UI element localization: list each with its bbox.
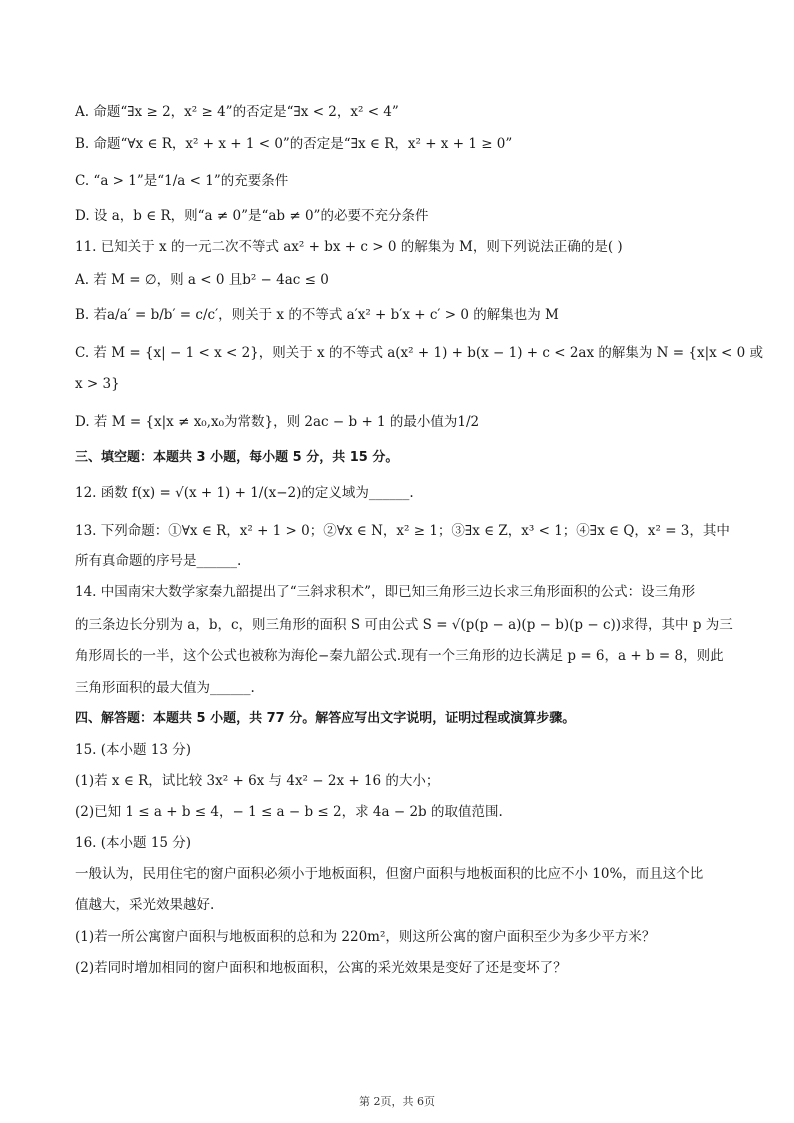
question-16-header: 16. (本小题 15 分) [75,835,192,851]
question-13-cont: 所有真命题的序号是______. [75,553,242,569]
option-10c: C. “a > 1”是“1/a < 1”的充要条件 [75,173,289,189]
option-11b: B. 若a/a′ = b/b′ = c/c′，则关于 x 的不等式 a′x² + b′x + c′ > 0 的解集也为 M [75,307,559,323]
question-15-part2: (2)已知 1 ≤ a + b ≤ 4，− 1 ≤ a − b ≤ 2，求 4a − 2b 的取值范围. [75,804,503,820]
question-14-line3: 角形周长的一半，这个公式也被称为海伦−秦九韶公式.现有一个三角形的边长满足 p = 6，a + b = 8，则此 [75,648,724,664]
question-16-text-cont: 值越大，采光效果越好. [75,897,215,913]
question-15-part1: (1)若 x ∈ R，试比较 3x² + 6x 与 4x² − 2x + 16 的大小； [75,773,440,789]
option-11a: A. 若 M = ∅，则 a < 0 且b² − 4ac ≤ 0 [75,272,329,288]
question-12: 12. 函数 f(x) = √(x + 1) + 1/(x−2)的定义域为______. [75,485,414,501]
question-14: 14. 中国南宋大数学家秦九韶提出了“三斜求积术”，即已知三角形三边长求三角形面积的公式：设三角形 [75,584,696,600]
page-number-footer: 第 2页，共 6页 [359,1095,435,1108]
option-10d: D. 设 a，b ∈ R，则“a ≠ 0”是“ab ≠ 0”的必要不充分条件 [75,208,429,224]
question-16-text: 一般认为，民用住宅的窗户面积必须小于地板面积，但窗户面积与地板面积的比应不小 10%，而且这个比 [75,866,704,882]
question-16-part1: (1)若一所公寓窗户面积与地板面积的总和为 220m²，则这所公寓的窗户面积至少为多少平方米？ [75,929,656,945]
question-11: 11. 已知关于 x 的一元二次不等式 ax² + bx + c > 0 的解集为 M，则下列说法正确的是( ) [75,239,623,255]
section-fill-in-heading: 三、填空题：本题共 3 小题，每小题 5 分，共 15 分。 [75,450,399,465]
question-16-part2: (2)若同时增加相同的窗户面积和地板面积，公寓的采光效果是变好了还是变坏了？ [75,960,567,976]
option-11d: D. 若 M = {x|x ≠ x₀,x₀为常数}，则 2ac − b + 1 的最小值为1/2 [75,414,480,430]
option-11c: C. 若 M = {x| − 1 < x < 2}，则关于 x 的不等式 a(x² + 1) + b(x − 1) + c < 2ax 的解集为 N = {x|x < 0 或 [75,345,764,361]
option-11c-cont: x > 3} [75,376,120,392]
section-solve-heading: 四、解答题：本题共 5 小题，共 77 分。解答应写出文字说明，证明过程或演算步骤。 [75,711,576,726]
question-13: 13. 下列命题：①∀x ∈ R，x² + 1 > 0；②∀x ∈ N，x² ≥ 1；③∃x ∈ Z，x³ < 1；④∃x ∈ Q，x² = 3，其中 [75,523,730,539]
question-14-line4: 三角形面积的最大值为______. [75,680,255,696]
option-10a: A. 命题“∃x ≥ 2，x² ≥ 4”的否定是“∃x < 2，x² < 4” [75,104,399,120]
option-10b: B. 命题“∀x ∈ R，x² + x + 1 < 0”的否定是“∃x ∈ R，x² + x + 1 ≥ 0” [75,136,513,152]
question-14-line2: 的三条边长分别为 a，b，c，则三角形的面积 S 可由公式 S = √(p(p − a)(p − b)(p − c))求得，其中 p 为三 [75,617,733,633]
question-15-header: 15. (本小题 13 分) [75,742,192,758]
